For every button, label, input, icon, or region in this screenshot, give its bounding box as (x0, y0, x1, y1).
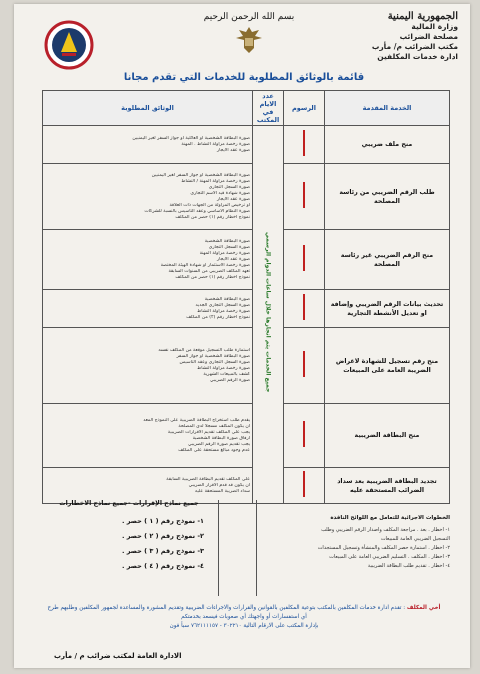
doc-item: صورة رخصة مزاولة النشاط (197, 308, 250, 314)
office-name: مكتب الضرائب م/ مأرب (371, 42, 458, 51)
doc-item: صورة البطاقة الشخصية او جواز السفر (176, 353, 250, 359)
doc-item: صورة شهادة قيد الاسم التجاري (190, 190, 250, 196)
doc-item: استمارة طلب التسجيل موقعة من المكلف نفسه (158, 347, 250, 353)
footer-lead: أخي المكلف (406, 605, 441, 611)
procedure-item: ٤- اخطار . تقديم طلب البطاقة الضريبية (367, 563, 450, 569)
header-center (194, 12, 304, 56)
doc-item: نموذج اخطار رقم (٢) من المكلف (186, 314, 250, 320)
doc-item: صورة السجل التجاري وعقد التأسيس (179, 359, 250, 365)
doc-item: او ترخيص المزاولة من الجهات ذات العلاقة (169, 202, 250, 208)
fee-marker (303, 421, 305, 447)
fee-cell (284, 290, 325, 328)
doc-item: صورة رخصة مزاولة المهنة / النشاط (181, 178, 250, 184)
procedure-item: ٣- اخطار . المكلف . التسليم الضريبي العامة على المبيعات (329, 554, 450, 560)
docs-cell (43, 230, 253, 290)
forms-title: جميع نماذج الإقرارات -جميع نماذج الاخطارات (59, 500, 199, 507)
doc-item: صورة رخصة مزاولة النشاط . المهنة (181, 141, 250, 147)
doc-item: يجب على المكلف تقديم الاقرارات الضريبية (167, 429, 250, 435)
doc-item: صورة رخصة مزاولة النشاط (197, 365, 250, 371)
footer-contact: بإدارة المكتب على الارقام التالية ٣٠٢٢١٠ - ٧٦٢١١١١٥٧ سبأ فون (169, 623, 319, 629)
doc-item: صورة السجل التجاري (208, 184, 250, 190)
docs-cell (43, 468, 253, 504)
fee-cell (284, 328, 325, 404)
fee-marker (303, 182, 305, 208)
tax-authority-logo (44, 20, 94, 70)
republic-name: الجمهورية اليمنية (387, 11, 458, 22)
doc-item: تعهد المكلف الضريبي من السنوات السابقة (168, 268, 250, 274)
docs-cell (43, 126, 253, 164)
table-row (43, 404, 450, 468)
eagle-emblem-icon (232, 24, 266, 56)
fee-marker (303, 294, 305, 320)
footer-note (44, 604, 444, 631)
authority-name: مصلحة الضرائب (399, 32, 458, 41)
doc-item: صورة عقد الايجار (216, 196, 250, 202)
side-note: جميع الخدمات يتم انجازها خلال ساعات الدوام الرسمي (264, 232, 272, 393)
signature: الادارة العامة لمكتب ضرائب م / مأرب (54, 652, 182, 660)
form-item: ٢- نموذج رقم ( ٢ ) حصر . (121, 532, 204, 540)
docs-cell (43, 328, 253, 404)
doc-item: ان يكون المكلف مسجلا لدى المصلحة (178, 423, 250, 429)
fee-marker (303, 471, 305, 497)
service-cell: طلب الرقم الضريبي من رئاسة المصلحة (325, 164, 450, 230)
doc-item: صورة رخصة مزاولة المهنة (199, 250, 250, 256)
days-cell (253, 126, 284, 504)
service-cell: تجديد البطاقة الضريبية بعد سداد الضرائب المستحقة عليه (325, 468, 450, 504)
document-sheet (14, 4, 470, 668)
docs-cell (43, 164, 253, 230)
doc-item: صورة السجل التجاري الجديد (195, 302, 250, 308)
footer-text: : تقدم ادارة خدمات المكلفين بالمكتب بتوعية المكلفين بالقوانين والقرارات والاجراءات الضريبية وتقديم المشورة والمساعدة لجمهور المكلفين وطلبهم طرح أي استفسارات أو واجهتك أي صعوبات فيسعد بخدمتكم (47, 605, 406, 620)
procedure-item: ٢- اخطار . استمارة حصر المكلف والمنشأة وتسجيل المستجدات (317, 545, 450, 551)
table-row (43, 468, 450, 504)
department-name: ادارة خدمات المكلفين (377, 52, 458, 61)
basmala: بسم الله الرحمن الرحيم (203, 12, 295, 22)
header-days: عدد الايام في المكتب (253, 91, 284, 126)
table-header-row (43, 91, 450, 126)
doc-item: يقدم طلب استخراج البطاقة الضريبية على النموذج المعد (143, 417, 250, 423)
form-item: ٣- نموذج رقم ( ٣ ) حصر . (121, 547, 204, 555)
doc-item: صورة السجل التجاري (208, 244, 250, 250)
fee-cell (284, 126, 325, 164)
header-docs: الوثائق المطلوبة (43, 91, 253, 126)
services-table (42, 90, 450, 504)
doc-item: صورة رخصة الاستثمار او شهادة الهيئة المختصة (160, 262, 250, 268)
fee-cell (284, 230, 325, 290)
form-item: ١- نموذج رقم ( ١ ) حصر . (121, 517, 204, 525)
form-item: ٤- نموذج رقم ( ٤ ) حصر . (121, 562, 204, 570)
table-row (43, 290, 450, 328)
page-title: قائمة بالوثائق المطلوبة للخدمات التي تقدم مجانا (123, 72, 365, 83)
doc-item: صورة عقد الايجار (216, 256, 250, 262)
doc-item: صورة الرقم الضريبي (210, 377, 250, 383)
fee-cell (284, 404, 325, 468)
fee-marker (303, 130, 305, 156)
service-cell: منح البطاقة الضريبية (325, 404, 450, 468)
doc-item: عدم وجود مبالغ مستحقة على المكلف (178, 447, 250, 453)
service-cell: منح الرقم الضريبي غير رئاسة المصلحة (325, 230, 450, 290)
fee-marker (303, 351, 305, 377)
doc-item: ان يكون قد قدم الاقرار الضريبي (188, 482, 250, 488)
ministry-name: وزارة المالية (411, 22, 458, 31)
service-cell: منح رقم تسجيل للشهادة لاغراض الضريبة العامة على المبيعات (325, 328, 450, 404)
service-cell: تحديث بيانات الرقم الضريبي وإضافة او تعديل الأنشطة التجارية (325, 290, 450, 328)
doc-item: صورة البطاقة الشخصية او جواز السفر لغير اليمنيين (151, 172, 250, 178)
header-right (328, 12, 458, 62)
table-row (43, 164, 450, 230)
section-divider (218, 500, 219, 596)
doc-item: صورة عقد الايجار (216, 147, 250, 153)
procedures-title: الخطوات الاجرائية للتعامل مع اللوائح النافذة (330, 515, 450, 521)
doc-item: يجب تقديم صورة الرقم الضريبي (188, 441, 250, 447)
fee-marker (303, 245, 305, 271)
fee-cell (284, 164, 325, 230)
doc-item: صورة البطاقة الشخصية (204, 238, 250, 244)
procedure-item: التسجيل الضريبي العامة للمبيعات (380, 536, 450, 542)
doc-item: ارفاق صورة البطاقة الشخصية (192, 435, 250, 441)
table-row (43, 230, 450, 290)
service-cell: منح ملف ضريبي (325, 126, 450, 164)
doc-item: صورة البطاقة الشخصية او العائلية او جواز السفر لغير اليمنيين (132, 135, 250, 141)
doc-item: سداد الضريبة المستحقة عليه (195, 488, 250, 494)
docs-cell (43, 404, 253, 468)
doc-item: نموذج اخطار رقم (١) حصر من المكلف (175, 214, 250, 220)
doc-item: صورة البطاقة الشخصية (204, 296, 250, 302)
table-row (43, 328, 450, 404)
docs-cell (43, 290, 253, 328)
doc-item: كشف بالمبيعات الشهرية (203, 371, 250, 377)
doc-item: صورة النظام الاساسي وعقد التأسيس بالنسبة للشركات (144, 208, 250, 214)
procedures-section (235, 514, 450, 571)
fee-cell (284, 468, 325, 504)
header-service: الخدمة المقدمة (325, 91, 450, 126)
table-row (43, 126, 450, 164)
header-fees: الرسوم (284, 91, 325, 126)
procedure-item: ١- اخطار . بعد . مراجعة المكلف واصدار الرقم الضريبي وطلب (321, 527, 450, 533)
doc-item: نموذج اخطار رقم (١) حصر من المكلف (175, 274, 250, 280)
forms-section (44, 500, 214, 577)
doc-item: على المكلف تقديم البطاقة الضريبية السابقة (166, 476, 250, 482)
